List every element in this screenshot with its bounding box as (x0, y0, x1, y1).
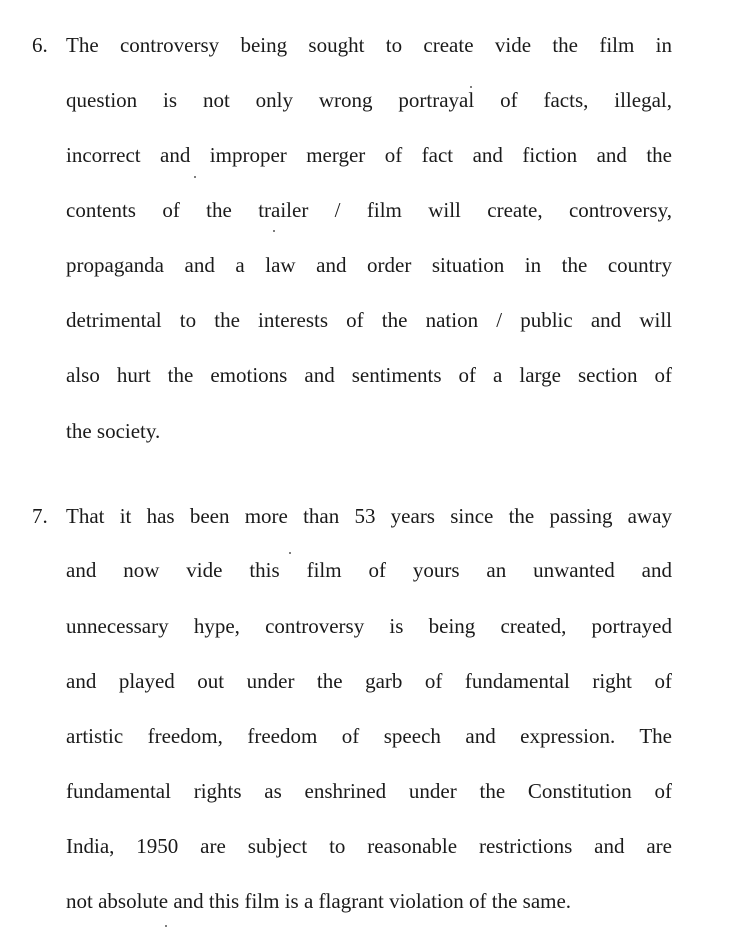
scan-speck (289, 552, 291, 554)
paragraph-number: 7. (32, 504, 48, 528)
paragraph-line: not absolute and this film is a flagrant violation of the same. (66, 889, 572, 913)
paragraph-line: also hurt the emotions and sentiments of a large section of (66, 363, 672, 387)
scan-speck (194, 176, 196, 178)
paragraph-line: and played out under the garb of fundamental right of (66, 669, 672, 693)
paragraph-line: artistic freedom, freedom of speech and expression. The (66, 724, 672, 748)
scan-speck (165, 925, 167, 927)
scan-speck (470, 86, 472, 88)
paragraph-line: That it has been more than 53 years since the passing away (66, 504, 672, 528)
paragraph-line: and now vide this film of yours an unwanted and (66, 558, 672, 582)
paragraph-line: The controversy being sought to create vide the film in (66, 33, 672, 57)
scan-speck (273, 230, 275, 232)
paragraph-number: 6. (32, 33, 48, 57)
paragraph-line: the society. (66, 419, 161, 443)
paragraph-line: India, 1950 are subject to reasonable restrictions and are (66, 834, 672, 858)
paragraph-line: detrimental to the interests of the nation / public and will (66, 308, 672, 332)
paragraph-line: question is not only wrong portrayal of facts, illegal, (66, 88, 672, 112)
paragraph-line: propaganda and a law and order situation in the country (66, 253, 672, 277)
paragraph-line: contents of the trailer / film will create, controversy, (66, 198, 672, 222)
paragraph-line: unnecessary hype, controversy is being created, portrayed (66, 614, 672, 638)
paragraph-line: fundamental rights as enshrined under the Constitution of (66, 779, 672, 803)
paragraph-line: incorrect and improper merger of fact and fiction and the (66, 143, 672, 167)
